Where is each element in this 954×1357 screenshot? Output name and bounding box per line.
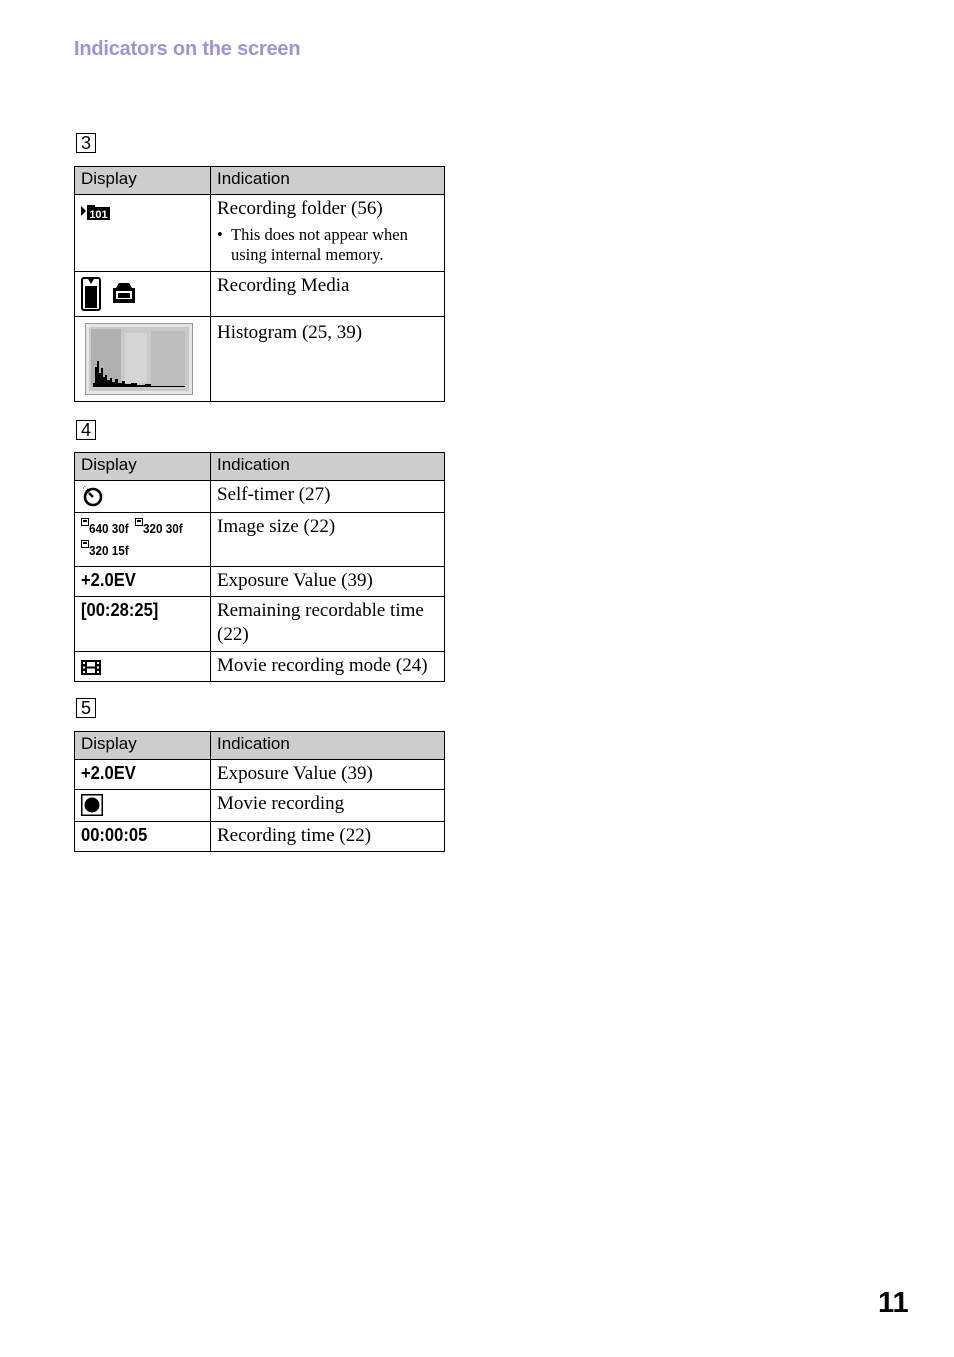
- table-row: [75, 567, 445, 597]
- indication-cell: [211, 597, 445, 652]
- table-row: [75, 481, 445, 513]
- image-size-label: 640 30f: [89, 521, 129, 536]
- column-header-display: Display: [75, 732, 211, 760]
- image-size-icons: [81, 518, 204, 540]
- indication-label: Movie recording mode (24): [217, 655, 428, 676]
- exposure-value-display: +2.0EV: [81, 570, 136, 590]
- indication-cell: [211, 567, 445, 597]
- indication-cell: [211, 790, 445, 822]
- indication-label: Exposure Value (39): [217, 570, 373, 591]
- display-cell: [75, 790, 211, 822]
- note-bullet: • This does not appear when using internal memory.: [217, 225, 438, 271]
- indication-label: Recording folder (56): [217, 198, 383, 219]
- table-row: [75, 790, 445, 822]
- table-row: [75, 272, 445, 317]
- indication-label: Recording time (22): [217, 825, 372, 846]
- indication-label: Histogram (25, 39): [217, 322, 363, 343]
- display-cell: [75, 272, 211, 317]
- indication-cell: [211, 822, 445, 852]
- self-timer-icon: [81, 485, 105, 507]
- indication-cell: [211, 272, 445, 317]
- indication-cell: [211, 652, 445, 682]
- indication-label: Self-timer (27): [217, 484, 331, 505]
- indication-cell: [211, 195, 445, 272]
- display-cell: [75, 195, 211, 272]
- indicator-table-4: [74, 452, 445, 682]
- indicator-table-5: [74, 731, 445, 852]
- indication-cell: [211, 760, 445, 790]
- histogram-thumbnail: [85, 323, 193, 395]
- column-header-indication: Indication: [211, 453, 445, 481]
- note-text: This does not appear when using internal memory.: [231, 225, 408, 264]
- table-row: [75, 822, 445, 852]
- display-cell: [75, 652, 211, 682]
- exposure-value-display: +2.0EV: [81, 763, 136, 783]
- display-cell: [75, 597, 211, 652]
- display-cell: [75, 513, 211, 567]
- movie-size-icon: [81, 518, 89, 526]
- table-row: [75, 513, 445, 567]
- folder-101-icon: [81, 203, 111, 221]
- column-header-display: Display: [75, 167, 211, 195]
- svg-text:101: 101: [89, 209, 108, 221]
- column-header-display: Display: [75, 453, 211, 481]
- section-number-3: 3: [76, 133, 96, 153]
- display-cell: [75, 317, 211, 402]
- page-number: 11: [878, 1287, 909, 1319]
- indicator-table-3: [74, 166, 445, 402]
- indication-label: Recording Media: [217, 275, 350, 296]
- movie-mode-icon: [81, 660, 101, 675]
- indication-cell: [211, 317, 445, 402]
- image-size-label: 320 30f: [143, 521, 183, 536]
- table-row: [75, 760, 445, 790]
- column-header-indication: Indication: [211, 732, 445, 760]
- movie-size-icon: [135, 518, 143, 526]
- table-row: [75, 597, 445, 652]
- section-number-4: 4: [76, 420, 96, 440]
- indication-label: Image size (22): [217, 516, 336, 537]
- image-size-label: 320 15f: [89, 543, 129, 558]
- display-cell: [75, 822, 211, 852]
- recording-time-display: 00:00:05: [81, 825, 148, 845]
- indication-cell: [211, 513, 445, 567]
- table-row: [75, 195, 445, 272]
- record-dot-icon: [81, 794, 103, 816]
- indication-label: Exposure Value (39): [217, 763, 373, 784]
- movie-size-icon: [81, 540, 89, 548]
- display-cell: [75, 567, 211, 597]
- indication-label: Movie recording: [217, 793, 345, 814]
- display-cell: [75, 481, 211, 513]
- table-row: [75, 317, 445, 402]
- table-row: [75, 652, 445, 682]
- section-number-5: 5: [76, 698, 96, 718]
- indication-cell: [211, 481, 445, 513]
- column-header-indication: Indication: [211, 167, 445, 195]
- display-cell: [75, 760, 211, 790]
- page-section-title: Indicators on the screen: [74, 38, 301, 60]
- memory-stick-and-internal-memory-icon: [81, 277, 141, 311]
- image-size-icons-row2: [81, 540, 204, 562]
- indication-label: Remaining recordable time (22): [217, 600, 424, 645]
- remaining-time-display: [00:28:25]: [81, 600, 159, 620]
